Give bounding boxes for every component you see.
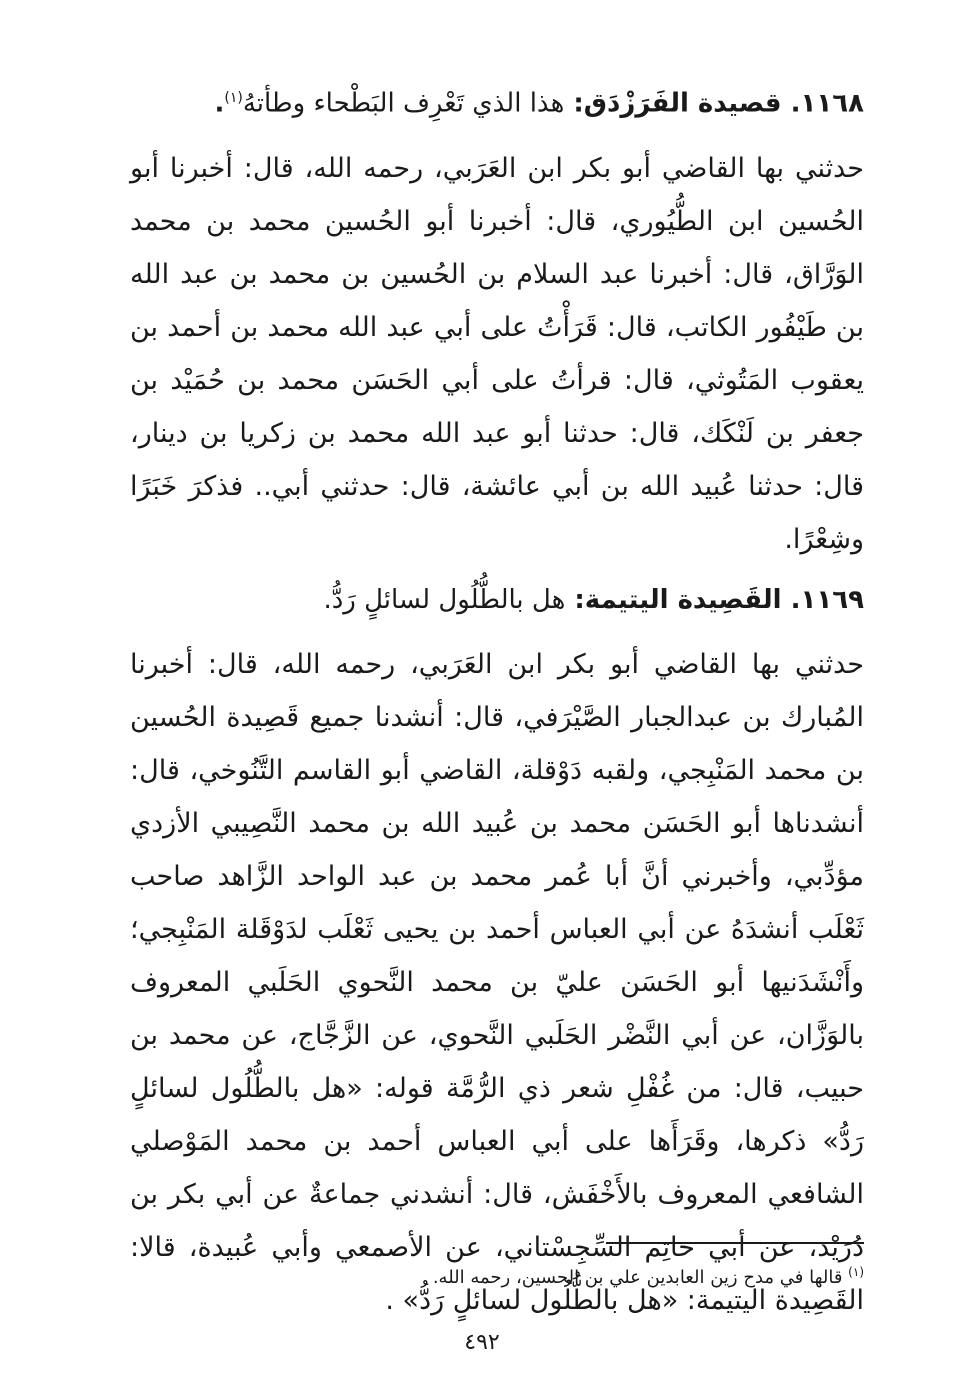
section-body-1169: حدثني بها القاضي أبو بكر ابن العَرَبي، رحمه الله، قال: أخبرنا المُبارك بن عبدالجبار الصَّيْرَفي، قال: أنشدنا جميع قَصِيدة الحُسين بن محمد المَنْبِجي، ولقبه دَوْقلة، القاضي أبو القاسم التَّنُوخي، قال: أنشدناها أبو الحَسَن محمد بن عُبيد الله بن محمد النَّصِيبي الأزدي مؤدِّبي، وأخبرني أنَّ أبا عُمر محمد بن عبد الواحد الزَّاهد صاحب ثَعْلَب أنشدَهُ عن أبي العباس أحمد بن يحيى ثَعْلَب لدَوْقَلة المَنْبِجي؛ وأَنْشَدَنيها أبو الحَسَن عليّ بن محمد النَّحوي الحَلَبي المعروف بالوَزَّان، عن أبي النَّضْر الحَلَبي النَّحوي، عن الزَّجَّاج، عن محمد بن حبيب، قال: من غُفْلِ شعر ذي الرُّمَّة قوله: «هل بالطُّلُول لسائلٍ رَدُّ» ذكرها، وقَرَأَها على أبي العباس أحمد بن محمد المَوْصلي الشافعي المعروف بالأَخْفَش، قال: أنشدني جماعةٌ عن أبي بكر بن دُرَيْد، عن أبي حاتِم السِّجِسْتاني، عن الأصمعي وأبي عُبيدة، قالا: القَصِيدة اليتيمة: «هل بالطُّلُول لسائلٍ رَدُّ» . (130, 648, 864, 1316)
section-heading-1168 (130, 78, 864, 124)
footnote-marker: (١) (224, 90, 243, 106)
footnote-text: قالها في مدح زين العابدين علي بن الحسين، رحمه الله. (432, 1267, 843, 1288)
section-title: القَصِيدة اليتيمة: (574, 584, 782, 615)
section-number: ١١٦٨. (790, 88, 864, 119)
page-number: ٤٩٢ (464, 1330, 500, 1355)
section-title: قصيدة الفَرَزْدَق: (573, 88, 782, 119)
footnote-divider (606, 1242, 864, 1244)
section-subtitle: هذا الذي تَعْرِف البَطْحاء وطأتهُ (242, 88, 565, 119)
section-body-1168: حدثني بها القاضي أبو بكر ابن العَرَبي، رحمه الله، قال: أخبرنا أبو الحُسين ابن الطُّيُوري، قال: أخبرنا أبو الحُسين محمد بن محمد الوَرَّاق، قال: أخبرنا عبد السلام بن الحُسين بن محمد بن عبد الله بن طَيْفُور الكاتب، قال: قَرَأْتُ على أبي عبد الله محمد بن أحمد بن يعقوب المَتُوثي، قال: قرأتُ على أبي الحَسَن محمد بن حُمَيْد بن جعفر بن لَنْكَك، قال: حدثنا أبو عبد الله محمد بن زكريا بن دينار، قال: حدثنا عُبيد الله بن أبي عائشة، قال: حدثني أبي.. فذكرَ خَبَرًا وشِعْرًا. (130, 152, 864, 555)
section-number: ١١٦٩. (790, 584, 864, 615)
footnote (130, 1258, 864, 1292)
heading-end-punct: . (214, 88, 225, 119)
section-heading-1169 (130, 580, 864, 620)
footnote-number: (١) (848, 1265, 864, 1279)
section-subtitle: هل بالطُّلُول لسائلٍ رَدُّ. (323, 584, 566, 615)
